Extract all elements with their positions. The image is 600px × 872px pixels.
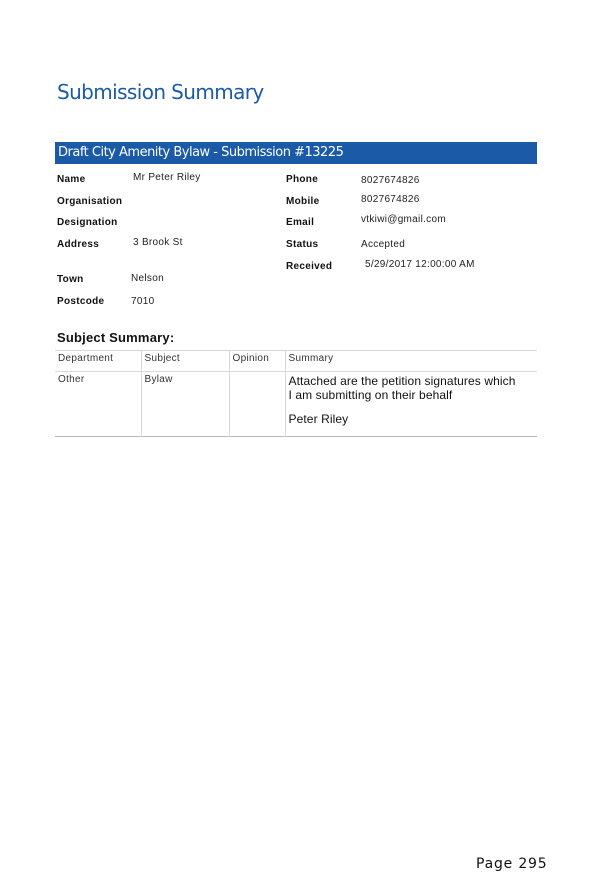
summary-line: Attached are the petition signatures which <box>288 374 516 388</box>
status-label: Status <box>286 239 319 250</box>
received-value: 5/29/2017 12:00:00 AM <box>365 259 475 270</box>
subject-cell: Bylaw <box>141 372 229 437</box>
subject-summary-table <box>55 350 537 437</box>
table-row <box>55 372 537 437</box>
table-header-row <box>55 351 537 372</box>
address-label: Address <box>57 239 100 250</box>
summary-cell <box>285 372 537 437</box>
postcode-label: Postcode <box>57 296 105 307</box>
mobile-value: 8027674826 <box>361 194 420 205</box>
column-header-subject: Subject <box>141 351 229 372</box>
summary-line: I am submitting on their behalf <box>288 388 453 402</box>
organisation-label: Organisation <box>57 196 123 207</box>
phone-label: Phone <box>286 174 319 185</box>
page-title: Submission Summary <box>57 80 264 104</box>
page-number: Page 295 <box>476 856 548 872</box>
town-label: Town <box>57 274 84 285</box>
summary-signoff: Peter Riley <box>288 412 349 426</box>
subject-summary-heading: Subject Summary: <box>57 330 175 345</box>
status-value: Accepted <box>361 239 406 250</box>
department-cell: Other <box>58 374 85 385</box>
mobile-label: Mobile <box>286 196 320 207</box>
summary-spacer <box>289 402 535 412</box>
opinion-cell <box>229 372 285 437</box>
designation-label: Designation <box>57 217 118 228</box>
phone-value: 8027674826 <box>361 175 420 186</box>
received-label: Received <box>286 261 333 272</box>
column-header-summary: Summary <box>285 351 537 372</box>
address-value: 3 Brook St <box>133 237 183 248</box>
postcode-value: 7010 <box>131 296 155 307</box>
submission-banner: Draft City Amenity Bylaw - Submission #13225 <box>55 142 537 164</box>
name-label: Name <box>57 174 86 185</box>
name-value: Mr Peter Riley <box>133 172 201 183</box>
column-header-opinion: Opinion <box>229 351 285 372</box>
town-value: Nelson <box>131 273 164 284</box>
column-header-department: Department <box>58 353 114 364</box>
email-label: Email <box>286 217 315 228</box>
email-value: vtkiwi@gmail.com <box>361 214 446 225</box>
